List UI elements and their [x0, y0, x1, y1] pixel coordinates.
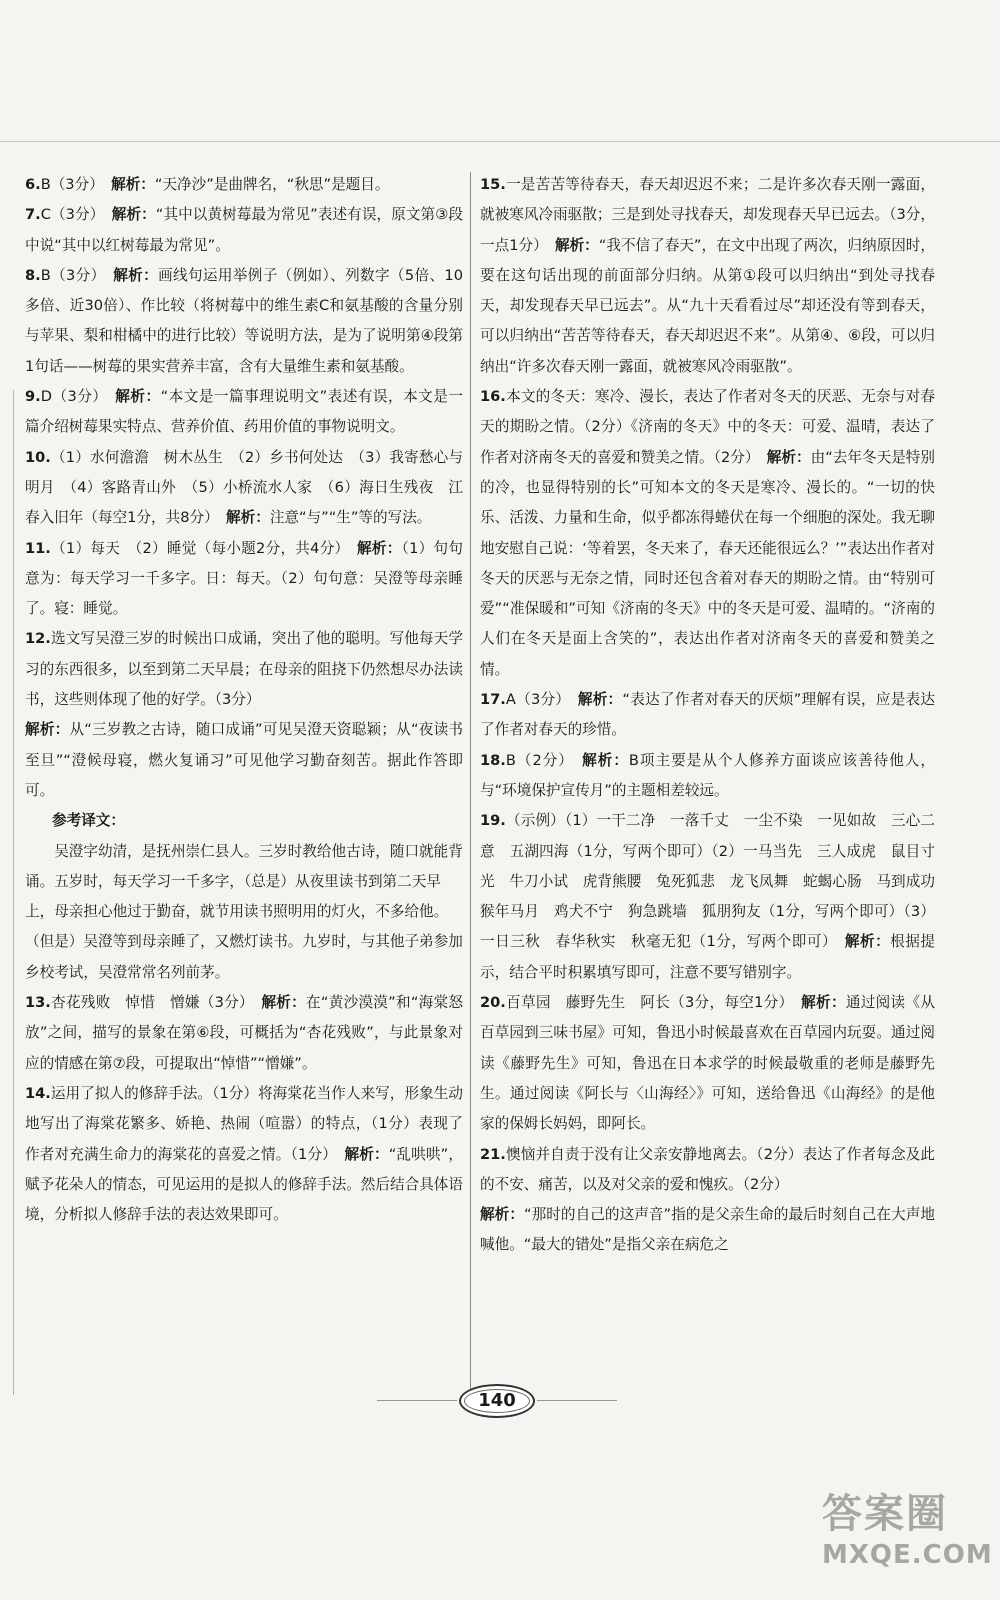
answer-item [480, 1140, 935, 1201]
analysis-text: “天净沙”是曲牌名，“秋思”是题目。 [154, 176, 390, 193]
answer-text: 杏花残败 悼惜 憎嫌（3分） [50, 994, 247, 1012]
answer-text: B（3分） [40, 176, 97, 193]
answer-item [25, 382, 463, 443]
answer-item [25, 200, 463, 261]
analysis-text: “表达了作者对春天的厌烦”理解有误，应是表达了作者对春天的珍惜。 [480, 691, 936, 739]
answer-text: C（3分） [40, 206, 98, 224]
analysis-label: 解析： [115, 388, 161, 406]
binding-line [13, 390, 14, 1395]
question-number: 17. [480, 691, 506, 709]
question-number: 18. [480, 751, 506, 769]
column-divider [470, 172, 471, 1390]
analysis-label: 解析： [25, 721, 70, 739]
question-number: 8. [25, 266, 41, 284]
watermark-url: MXQE.COM [822, 1540, 993, 1570]
reference-title: 参考译文： [52, 812, 125, 830]
answer-item [480, 382, 935, 685]
analysis-text: “我不信了春天”，在文中出现了两次，归纳原因时，要在这句话出现的前面部分归纳。从第①段可以归纳出“到处寻找春天，却发现春天早已远去”。从“九十天看看过尽”却还没有等到春天，可以归纳出“苦苦等待春天，春天却迟迟不来”。从第④、⑥段，可以归纳出“许多次春天刚一露面，就被寒风冷雨驱散”。 [480, 236, 935, 375]
watermark-logo [822, 1488, 992, 1588]
analysis-text: 根据提示，结合平时积累填写即可，注意不要写错别字。 [480, 933, 935, 981]
answer-text: 本文的冬天：寒冷、漫长，表达了作者对冬天的厌恶、无奈与对春天的期盼之情。（2分）《济南的冬天》中的冬天：可爱、温晴，表达了作者对济南冬天的喜爱和赞美之情。（2分） [480, 388, 935, 466]
analysis-text: （1）句句意为：每天学习一千多字。日：每天。（2）句句意：吴澄等母亲睡了。寝：睡觉。 [25, 539, 463, 618]
question-number: 6. [25, 176, 41, 193]
answer-item [480, 746, 935, 807]
analysis-text: B项主要是从个人修养方面谈应该善待他人，与“环境保护宣传月”的主题相差较远。 [480, 751, 935, 799]
analysis-text: “乱哄哄”，赋予花朵人的情态，可见运用的是拟人的修辞手法。然后结合具体语境，分析拟人修辞手法的表达效果即可。 [25, 1145, 463, 1224]
analysis-label: 解析： [766, 448, 811, 466]
analysis-label: 解析： [577, 691, 623, 709]
analysis-text: 在“黄沙漠漠”和“海棠怒放”之间，描写的景象在第⑥段，可概括为“杏花残败”，与此景象对应的情感在第⑦段，可提取出“悼惜”“憎嫌”。 [25, 994, 463, 1072]
page-number: 140 [459, 1384, 535, 1418]
answer-text: （1）每天 （2）睡觉（每小题2分，共4分） [50, 539, 343, 557]
answer-item [480, 685, 935, 746]
analysis-text: 由“去年冬天是特别的冷，也显得特别的长”可知本文的冬天是寒冷、漫长的。“一切的快乐、活泼、力量和生命，似乎都冻得蜷伏在每一个细胞的深处。我无聊地安慰自己说：‘等着罢，冬天来了，春天还能很远么？’”表达出作者对冬天的厌恶与无奈之情，同时还包含着对春天的期盼之情。由“特别可爱”“准保暖和”可知《济南的冬天》中的冬天是可爱、温晴的。“济南的人们在冬天是面上含笑的”，表达出作者对济南冬天的喜爱和赞美之情。 [480, 448, 935, 678]
question-number: 15. [480, 176, 506, 193]
question-number: 20. [480, 994, 506, 1012]
answer-text: （1）水何澹澹 树木丛生 （2）乡书何处达 （3）我寄愁心与明月 （4）客路青山外 （5）小桥流水人家 （6）海日生残夜 江春入旧年（每空1分，共8分） [25, 448, 463, 527]
question-number: 12. [25, 630, 51, 648]
analysis-paragraph [25, 715, 463, 806]
question-number: 16. [480, 388, 506, 406]
answer-item [480, 170, 935, 382]
analysis-text: “其中以黄树莓最为常见”表述有误，原文第③段中说“其中以红树莓最为常见”。 [25, 206, 463, 254]
analysis-label: 解析： [480, 1206, 524, 1224]
analysis-label: 解析： [111, 206, 156, 224]
question-number: 9. [25, 388, 41, 406]
left-column [25, 170, 463, 1230]
answer-text: （示例）（1）一干二净 一落千丈 一尘不染 一见如故 三心二意 五湖四海（1分，写两个即可）（2）一马当先 三人成虎 鼠目寸光 牛刀小试 虎背熊腰 兔死狐悲 龙飞凤舞 蛇蝎心肠 马到成功 猴年马月 鸡犬不宁 狗急跳墙 狐朋狗友（1分，写两个即可）（3）一日三秋 春华秋实 秋毫无犯（1分，写两个即可） [480, 812, 950, 951]
answer-text: B（3分） [40, 266, 99, 284]
answer-item [25, 624, 463, 715]
question-number: 13. [25, 994, 51, 1012]
answer-item [25, 1079, 463, 1230]
answer-text: 一是苦苦等待春天，春天却迟迟不来；二是许多次春天刚一露面，就被寒风冷雨驱散；三是到处寻找春天，却发现春天早已远去。（3分，一点1分） [480, 176, 935, 254]
question-number: 11. [25, 539, 51, 557]
answer-text: 百草园 藤野先生 阿长（3分，每空1分） [505, 994, 787, 1012]
question-number: 19. [480, 812, 506, 830]
analysis-label: 解析： [844, 933, 891, 951]
right-column [480, 170, 950, 1261]
analysis-label: 解析： [111, 176, 155, 193]
answer-text: A（3分） [505, 691, 563, 709]
analysis-text: 画线句运用举例子（例如）、列数字（5倍、10多倍、近30倍）、作比较（将树莓中的维生素C和氨基酸的含量分别与苹果、梨和柑橘中的进行比较）等说明方法，是为了说明第④段第1句话——树莓的果实营养丰富，含有大量维生素和氨基酸。 [25, 266, 463, 375]
answer-item [25, 988, 463, 1079]
top-rule [0, 141, 1000, 142]
analysis-text: 注意“与”“生”等的写法。 [269, 509, 432, 527]
answer-text: 懊恼并自责于没有让父亲安静地离去。（2分）表达了作者每念及此的不安、痛苦，以及对父亲的爱和愧疚。（2分） [480, 1145, 935, 1193]
analysis-text: 从“三岁教之古诗，随口成诵”可见吴澄天资聪颖；从“夜读书至旦”“澄候母寝，燃火复诵习”可见他学习勤奋刻苦。据此作答即可。 [25, 721, 463, 799]
answer-item [25, 261, 463, 382]
answer-item [480, 988, 935, 1139]
answer-text: D（3分） [40, 388, 101, 406]
analysis-paragraph [480, 1200, 935, 1261]
analysis-label: 解析： [344, 1145, 389, 1163]
answer-item [25, 443, 463, 534]
analysis-label: 解析： [226, 509, 270, 527]
answer-item [480, 806, 950, 988]
analysis-label: 解析： [113, 266, 159, 284]
analysis-label: 解析： [801, 994, 846, 1012]
answer-item [25, 534, 463, 625]
analysis-label: 解析： [582, 751, 629, 769]
analysis-label: 解析： [554, 236, 599, 254]
watermark-title: 答案圈 [822, 1490, 948, 1537]
question-number: 10. [25, 448, 51, 466]
reference-translation: 吴澄字幼清，是抚州崇仁县人。三岁时教给他古诗，随口就能背诵。五岁时，每天学习一千多字，（总是）从夜里读书到第二天早上，母亲担心他过于勤奋，就节用读书照明用的灯火，不多给他。（但是）吴澄等到母亲睡了，又燃灯读书。九岁时，与其他子弟参加乡校考试，吴澄常常名列前茅。 [25, 842, 463, 981]
analysis-text: 通过阅读《从百草园到三味书屋》可知，鲁迅小时候最喜欢在百草园内玩耍。通过阅读《藤野先生》可知，鲁迅在日本求学的时候最敬重的老师是藤野先生。通过阅读《阿长与〈山海经〉》可知，送给鲁迅《山海经》的是他家的保姆长妈妈，即阿长。 [480, 994, 935, 1133]
analysis-text: “那时的自己的这声音”指的是父亲生命的最后时刻自己在大声地喊他。“最大的错处”是指父亲在病危之 [480, 1206, 935, 1254]
question-number: 21. [480, 1145, 506, 1163]
analysis-label: 解析： [356, 539, 402, 557]
answer-item [25, 170, 463, 200]
answer-text: 运用了拟人的修辞手法。（1分）将海棠花当作人来写，形象生动地写出了海棠花繁多、娇艳、热闹（喧嚣）的特点，（1分）表现了作者对充满生命力的海棠花的喜爱之情。（1分） [25, 1084, 463, 1163]
analysis-label: 解析： [261, 994, 307, 1012]
answer-text: B（2分） [505, 751, 567, 769]
answer-text: 选文写吴澄三岁的时候出口成诵，突出了他的聪明。写他每天学习的东西很多，以至到第二天早晨；在母亲的阻挠下仍然想尽办法读书，这些则体现了他的好学。（3分） [25, 630, 463, 709]
question-number: 14. [25, 1084, 51, 1102]
analysis-text: “本文是一篇事理说明文”表述有误，本文是一篇介绍树莓果实特点、营养价值、药用价值的事物说明文。 [25, 388, 463, 436]
question-number: 7. [25, 206, 41, 224]
